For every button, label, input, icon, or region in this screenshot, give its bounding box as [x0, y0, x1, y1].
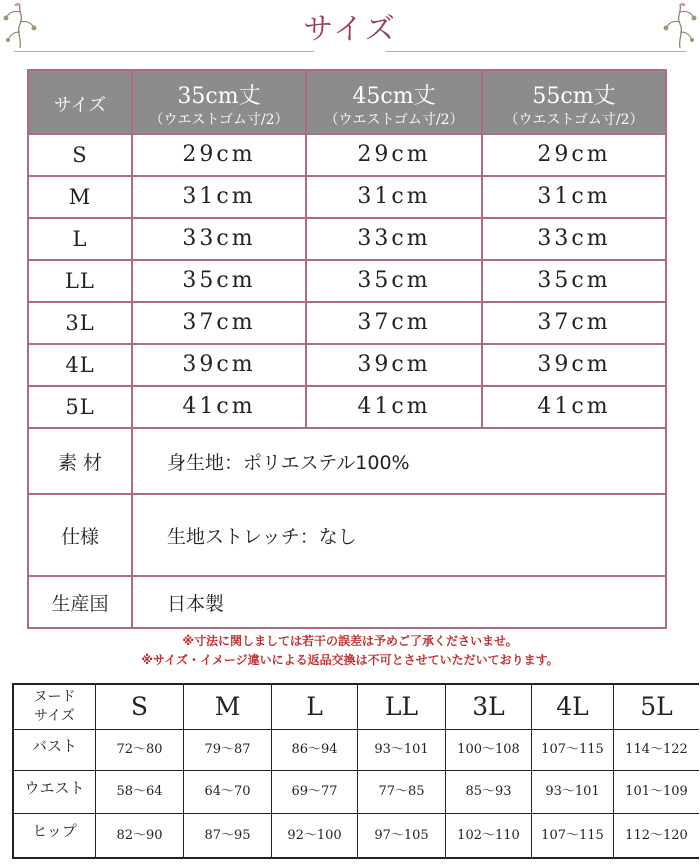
column-length-label: 55cm丈: [532, 84, 616, 109]
measurement-cell: 102〜110: [446, 814, 532, 857]
return-policy-note: ※サイズ・イメージ違いによる返品交換は不可とさせていただいております。: [141, 653, 559, 667]
column-header-55: [483, 71, 665, 135]
measurement-cell: 100〜108: [446, 730, 532, 770]
material-label: 素 材: [29, 429, 133, 493]
spec-row: [29, 495, 665, 577]
size-label: LL: [29, 261, 133, 301]
size-label: 5L: [29, 387, 133, 427]
size-table: [27, 69, 667, 629]
value-cell: 39cm: [307, 345, 483, 385]
measurement-cell: 58〜64: [96, 771, 184, 813]
nude-size-header: LL: [358, 685, 446, 729]
nude-row-label: バスト: [14, 730, 96, 770]
nude-size-header: 3L: [446, 685, 532, 729]
table-row: [29, 219, 665, 261]
value-cell: 31cm: [307, 177, 483, 217]
nude-size-header: 5L: [640, 692, 673, 721]
measurement-cell: 97〜105: [358, 814, 446, 857]
floral-ornament-icon: [660, 2, 700, 58]
measurement-cell: 85〜93: [446, 771, 532, 813]
value-cell: 41cm: [133, 387, 307, 427]
size-label: S: [29, 135, 133, 175]
measurement-cell: 87〜95: [184, 814, 272, 857]
disclaimer-note: ※寸法に関しましては若干の誤差は予めご了承くださいませ。: [182, 634, 518, 648]
header-rule-right: [386, 51, 686, 52]
column-header-45: [307, 71, 483, 135]
size-label: 4L: [29, 345, 133, 385]
nude-size-corner: [14, 685, 96, 729]
value-cell: 39cm: [537, 352, 611, 377]
measurement-cell: 93〜101: [532, 771, 614, 813]
size-label: M: [29, 177, 133, 217]
spec-value: 生地ストレッチ：なし: [167, 525, 357, 548]
size-label: 3L: [29, 303, 133, 343]
value-cell: 41cm: [537, 394, 611, 419]
table-row: [29, 135, 665, 177]
nude-size-table: [12, 683, 699, 859]
header-rule-left: [14, 51, 314, 52]
corner-label-line1: ヌード: [33, 689, 76, 705]
measurement-cell: 107〜115: [532, 730, 614, 770]
value-cell: 37cm: [307, 303, 483, 343]
value-cell: 33cm: [537, 226, 611, 251]
material-value: 身生地：ポリエステル100%: [167, 451, 410, 474]
nude-row-label: ウエスト: [14, 771, 96, 813]
nude-row-label: ヒップ: [14, 814, 96, 857]
table-row: [29, 303, 665, 345]
value-cell: 33cm: [133, 219, 307, 259]
column-length-label: 35cm丈: [177, 84, 261, 109]
measurement-cell: 69〜77: [272, 771, 358, 813]
value-cell: 29cm: [133, 135, 307, 175]
value-cell: 31cm: [537, 184, 611, 209]
value-cell: 35cm: [133, 261, 307, 301]
column-length-label: 45cm丈: [352, 84, 436, 109]
page-title: サイズ: [303, 12, 397, 47]
nude-size-header: S: [96, 685, 184, 729]
measurement-cell: 82〜90: [96, 814, 184, 857]
value-cell: 33cm: [307, 219, 483, 259]
value-cell: 37cm: [133, 303, 307, 343]
measurement-cell: 86〜94: [272, 730, 358, 770]
measurement-cell: 112〜120: [625, 828, 688, 843]
measurement-cell: 72〜80: [96, 730, 184, 770]
column-note-label: （ウエストゴム寸/2）: [504, 112, 644, 128]
value-cell: 41cm: [307, 387, 483, 427]
measurement-cell: 79〜87: [184, 730, 272, 770]
column-header-35: [133, 71, 307, 135]
table-row: [29, 345, 665, 387]
column-note-label: （ウエストゴム寸/2）: [324, 112, 464, 128]
value-cell: 29cm: [307, 135, 483, 175]
value-cell: 29cm: [537, 142, 611, 167]
value-cell: 39cm: [133, 345, 307, 385]
nude-size-header: M: [184, 685, 272, 729]
table-row: [29, 177, 665, 219]
origin-label: 生産国: [29, 577, 133, 627]
value-cell: 37cm: [537, 310, 611, 335]
size-header-corner: [29, 71, 133, 135]
measurement-cell: 114〜122: [625, 742, 688, 757]
origin-value: 日本製: [167, 592, 225, 615]
table-row: [29, 261, 665, 303]
size-label: L: [29, 219, 133, 259]
value-cell: 31cm: [133, 177, 307, 217]
material-row: [29, 429, 665, 495]
corner-label-line2: サイズ: [34, 708, 75, 724]
value-cell: 35cm: [307, 261, 483, 301]
column-note-label: （ウエストゴム寸/2）: [149, 112, 289, 128]
spec-label: 仕様: [29, 495, 133, 575]
measurement-cell: 101〜109: [625, 784, 688, 799]
measurement-cell: 77〜85: [358, 771, 446, 813]
nude-size-header: L: [272, 685, 358, 729]
nude-size-header: 4L: [532, 685, 614, 729]
measurement-cell: 107〜115: [532, 814, 614, 857]
measurement-cell: 93〜101: [358, 730, 446, 770]
measurement-cell: 64〜70: [184, 771, 272, 813]
size-header-label: サイズ: [53, 95, 107, 116]
value-cell: 35cm: [537, 268, 611, 293]
table-row: [29, 387, 665, 429]
page-header: [0, 0, 700, 56]
origin-row: [29, 577, 665, 627]
measurement-cell: 92〜100: [272, 814, 358, 857]
